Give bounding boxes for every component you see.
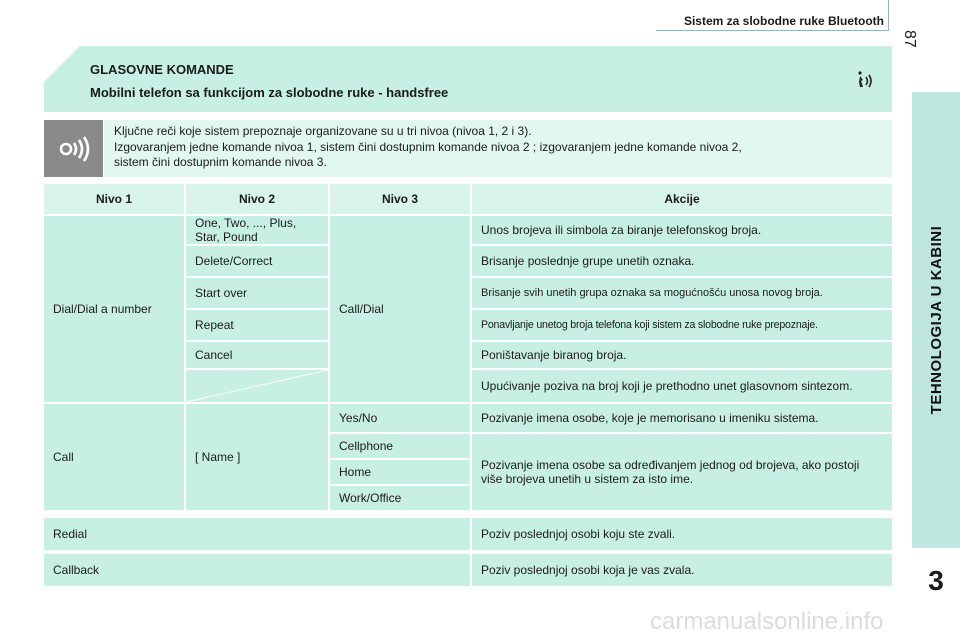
table-cell-action: Brisanje poslednje grupe unetih oznaka. bbox=[472, 246, 892, 276]
speaker-icon bbox=[44, 120, 103, 177]
table-cell-level1: Call bbox=[44, 404, 184, 510]
table-cell-level3: Call/Dial bbox=[330, 216, 470, 402]
table-cell-action: Pozivanje imena osobe, koje je memorisano u imeniku sistema. bbox=[472, 404, 892, 432]
header-rule-vertical bbox=[888, 0, 889, 31]
table-cell-level3: Work/Office bbox=[330, 486, 470, 510]
table-cell-level2: Start over bbox=[186, 278, 328, 308]
table-cell-action: Poziv poslednjoj osobi koja je vas zvala. bbox=[472, 554, 892, 586]
page-subtitle: Mobilni telefon sa funkcijom za slobodne ruke - handsfree bbox=[90, 85, 449, 100]
table-cell-action: Ponavljanje unetog broja telefona koji sistem za slobodne ruke prepoznaje. bbox=[472, 310, 892, 340]
chapter-label: TEHNOLOGIJA U KABINI bbox=[927, 225, 945, 415]
intro-line: Ključne reči koje sistem prepoznaje organizovane su u tri nivoa (nivoa 1, 2 i 3). bbox=[114, 124, 532, 138]
intro-line: sistem čini dostupnim komande nivoa 3. bbox=[114, 155, 327, 169]
header-rule bbox=[656, 30, 888, 31]
table-cell-level3: Yes/No bbox=[330, 404, 470, 432]
intro-line: Izgovaranjem jedne komande nivoa 1, sistem čini dostupnim komande nivoa 2 ; izgovaranjem jedne komande nivoa 2, bbox=[114, 139, 742, 154]
page-number: 87 bbox=[901, 30, 918, 48]
table-cell-level2: One, Two, ..., Plus, Star, Pound bbox=[186, 216, 328, 244]
section-header: Sistem za slobodne ruke Bluetooth bbox=[683, 14, 884, 28]
empty-cell-diagonal bbox=[186, 370, 328, 402]
column-header-akcije: Akcije bbox=[472, 184, 892, 214]
title-panel bbox=[44, 46, 892, 112]
table-cell-level3: Cellphone bbox=[330, 434, 470, 458]
table-cell-level3: Home bbox=[330, 460, 470, 484]
table-cell-action: Unos brojeva ili simbola za biranje telefonskog broja. bbox=[472, 216, 892, 244]
chapter-number: 3 bbox=[928, 565, 944, 596]
intro-text bbox=[104, 120, 892, 177]
watermark: carmanualsonline.info bbox=[650, 608, 884, 635]
table-cell-level2: Cancel bbox=[186, 342, 328, 368]
table-cell-action: Poništavanje biranog broja. bbox=[472, 342, 892, 368]
table-cell-action: Poziv poslednjoj osobi koju ste zvali. bbox=[472, 518, 892, 550]
column-header-nivo-1: Nivo 1 bbox=[44, 184, 184, 214]
table-cell-level1: Callback bbox=[44, 554, 470, 586]
table-cell-level2: Repeat bbox=[186, 310, 328, 340]
column-header-nivo-2: Nivo 2 bbox=[186, 184, 328, 214]
table-cell-level2: [ Name ] bbox=[186, 404, 328, 510]
table-cell-level2: Delete/Correct bbox=[186, 246, 328, 276]
column-header-nivo-3: Nivo 3 bbox=[330, 184, 470, 214]
table-cell-action: Brisanje svih unetih grupa oznaka sa mogućnošću unosa novog broja. bbox=[472, 278, 892, 308]
voice-command-icon bbox=[852, 68, 876, 92]
table-cell-level1: Dial/Dial a number bbox=[44, 216, 184, 402]
table-cell-action: Pozivanje imena osobe sa određivanjem jednog od brojeva, ako postoji više brojeva unetih u sistem za isto ime. bbox=[472, 434, 892, 510]
table-cell-action: Upućivanje poziva na broj koji je prethodno unet glasovnom sintezom. bbox=[472, 370, 892, 402]
table-cell-level1: Redial bbox=[44, 518, 470, 550]
page-title: GLASOVNE KOMANDE bbox=[90, 62, 234, 77]
